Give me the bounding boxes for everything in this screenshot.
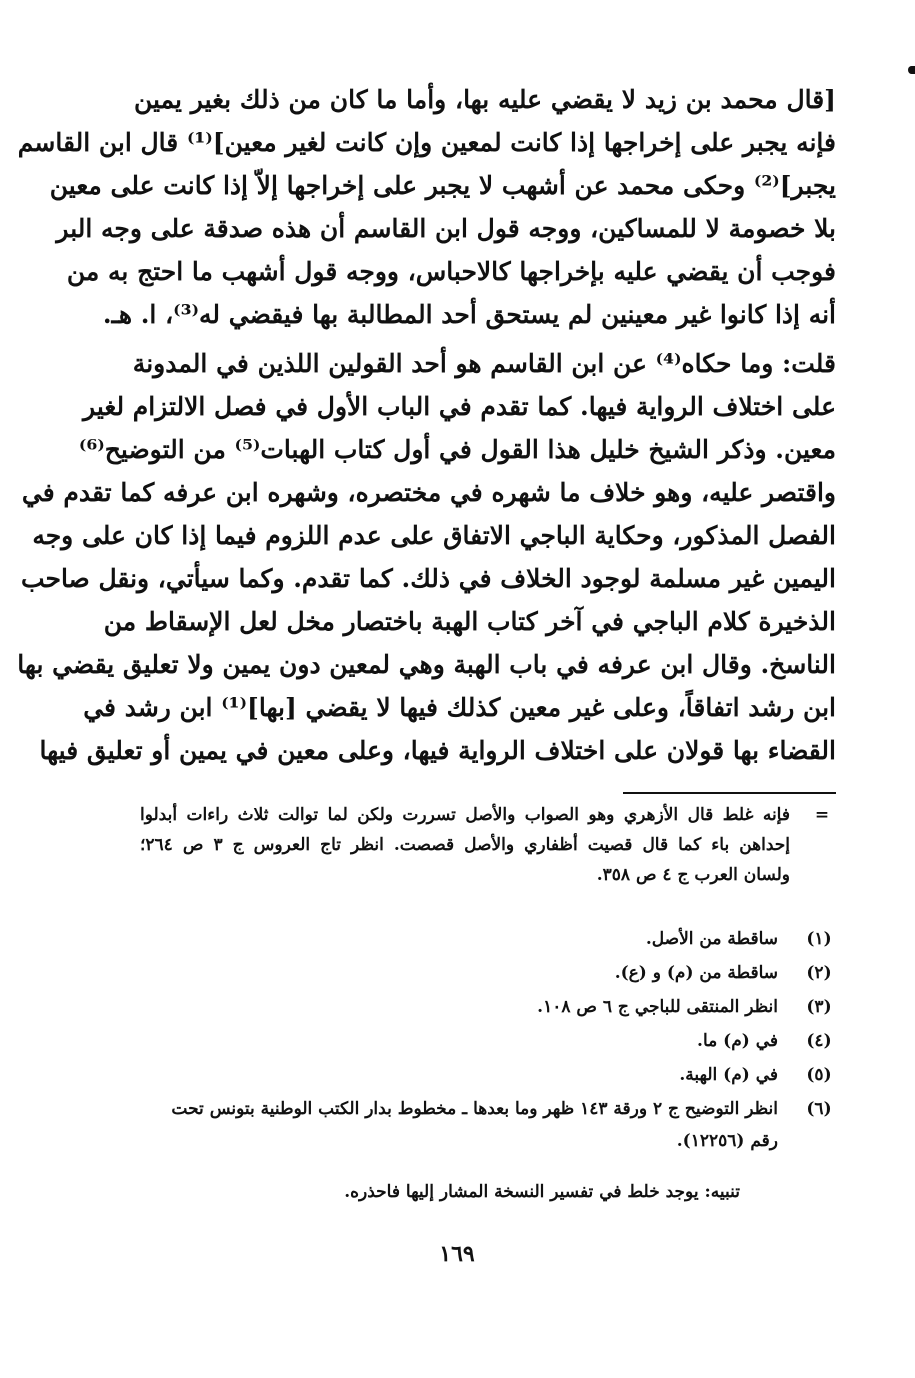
footnote-text: انظر التوضيح ج ٢ ورقة ١٤٣ ظهر وما بعدها ـ مخطوط بدار الكتب الوطنية بتونس تحت رقم (١٢٢٥٦). — [171, 1099, 778, 1151]
main-paragraph-2 — [17, 342, 836, 772]
text-line: على اختلاف الرواية فيها. كما تقدم في الباب الأول في فصل الالتزام لغير — [83, 392, 836, 421]
text-line: الناسخ. وقال ابن عرفه في باب الهبة وهي لمعين دون يمين ولا تعليق يقضي بها — [17, 650, 836, 679]
footnote-text: في (م) الهبة. — [679, 1065, 778, 1085]
page-edge-mark — [908, 66, 915, 74]
text-line: الذخيرة كلام الباجي في آخر كتاب الهبة باختصار مخل لعل الإسقاط من — [103, 607, 836, 636]
carryover-text — [140, 800, 790, 890]
text-line: أنه إذا كانوا غير معينين لم يستحق أحد المطالبة بها فيقضي له⁽³⁾، ا. هـ. — [102, 300, 836, 329]
footnote-number: (١) — [806, 929, 832, 949]
text-line: [قال محمد بن زيد لا يقضي عليه بها، وأما ما كان من ذلك بغير يمين — [134, 85, 836, 114]
footnote-number: (٢) — [806, 963, 832, 983]
footnote-line: إحداهن باء كما قال قصيت أظفاري والأصل قصصت. انظر تاج العروس ج ٣ ص ٢٦٤؛ — [140, 835, 791, 855]
text-line: بلا خصومة لا للمساكين، ووجه قول ابن القاسم أن هذه صدقة على وجه البر — [56, 214, 836, 243]
text-line: معين. وذكر الشيخ خليل هذا القول في أول كتاب الهبات⁽⁵⁾ من التوضيح⁽⁶⁾ — [78, 435, 836, 464]
text-line: قلت: وما حكاه⁽⁴⁾ عن ابن القاسم هو أحد القولين اللذين في المدونة — [132, 349, 836, 378]
footnote-number: (٣) — [806, 997, 832, 1017]
text-line: فإنه يجبر على إخراجها إذا كانت لمعين وإن كانت لغير معين]⁽¹⁾ قال ابن القاسم — [17, 128, 836, 157]
footnote-item — [140, 922, 836, 956]
main-paragraph-1 — [17, 78, 836, 336]
text-line: واقتصر عليه، وهو خلاف ما شهره في مختصره، وشهره ابن عرفه كما تقدم في — [21, 478, 836, 507]
footnote-text: انظر المنتقى للباجي ج ٦ ص ١٠٨. — [537, 997, 778, 1017]
footnote-item — [140, 1058, 836, 1092]
text-line: الفصل المذكور، وحكاية الباجي الاتفاق على عدم اللزوم فيما إذا كان على وجه — [32, 521, 836, 550]
footnote-number: (٥) — [806, 1065, 832, 1085]
footnote-number: (٦) — [806, 1099, 832, 1119]
footnote-text: في (م) ما. — [697, 1031, 778, 1051]
caution-note: تنبيه: يوجد خلط في تفسير النسخة المشار إليها فاحذره. — [344, 1182, 740, 1202]
text-line: اليمين غير مسلمة لوجود الخلاف في ذلك. كما تقدم. وكما سيأتي، ونقل صاحب — [20, 564, 836, 593]
carryover-marker: = — [814, 805, 830, 825]
footnote-line: ولسان العرب ج ٤ ص ٣٥٨. — [596, 865, 790, 885]
footnote-text: ساقطة من الأصل. — [645, 929, 778, 949]
text-line: فوجب أن يقضي عليه بإخراجها كالاحباس، ووجه قول أشهب ما احتج به من — [66, 257, 836, 286]
footnote-item — [140, 990, 836, 1024]
footnote-list — [140, 922, 836, 1157]
footnote-item — [140, 956, 836, 990]
text-line: القضاء بها قولان على اختلاف الرواية فيها، وعلى معين في يمين أو تعليق فيها — [39, 736, 836, 765]
page-number: ١٦٩ — [439, 1241, 475, 1267]
footnote-carryover — [140, 800, 836, 890]
footnote-item — [140, 1092, 836, 1157]
text-line: يجبر]⁽²⁾ وحكى محمد عن أشهب لا يجبر على إخراجها إلاّ إذا كانت على معين — [49, 171, 836, 200]
footnote-line: فإنه غلط قال الأزهري وهو الصواب والأصل تسررت ولكن لما توالت ثلاث راءات أبدلوا — [140, 805, 790, 825]
footnote-separator — [623, 792, 836, 794]
footnote-item — [140, 1024, 836, 1058]
footnote-text: ساقطة من (م) و (ع). — [614, 963, 778, 983]
footnote-number: (٤) — [806, 1031, 832, 1051]
text-line: ابن رشد اتفاقاً، وعلى غير معين كذلك فيها لا يقضي [بها]⁽¹⁾ ابن رشد في — [83, 693, 836, 722]
